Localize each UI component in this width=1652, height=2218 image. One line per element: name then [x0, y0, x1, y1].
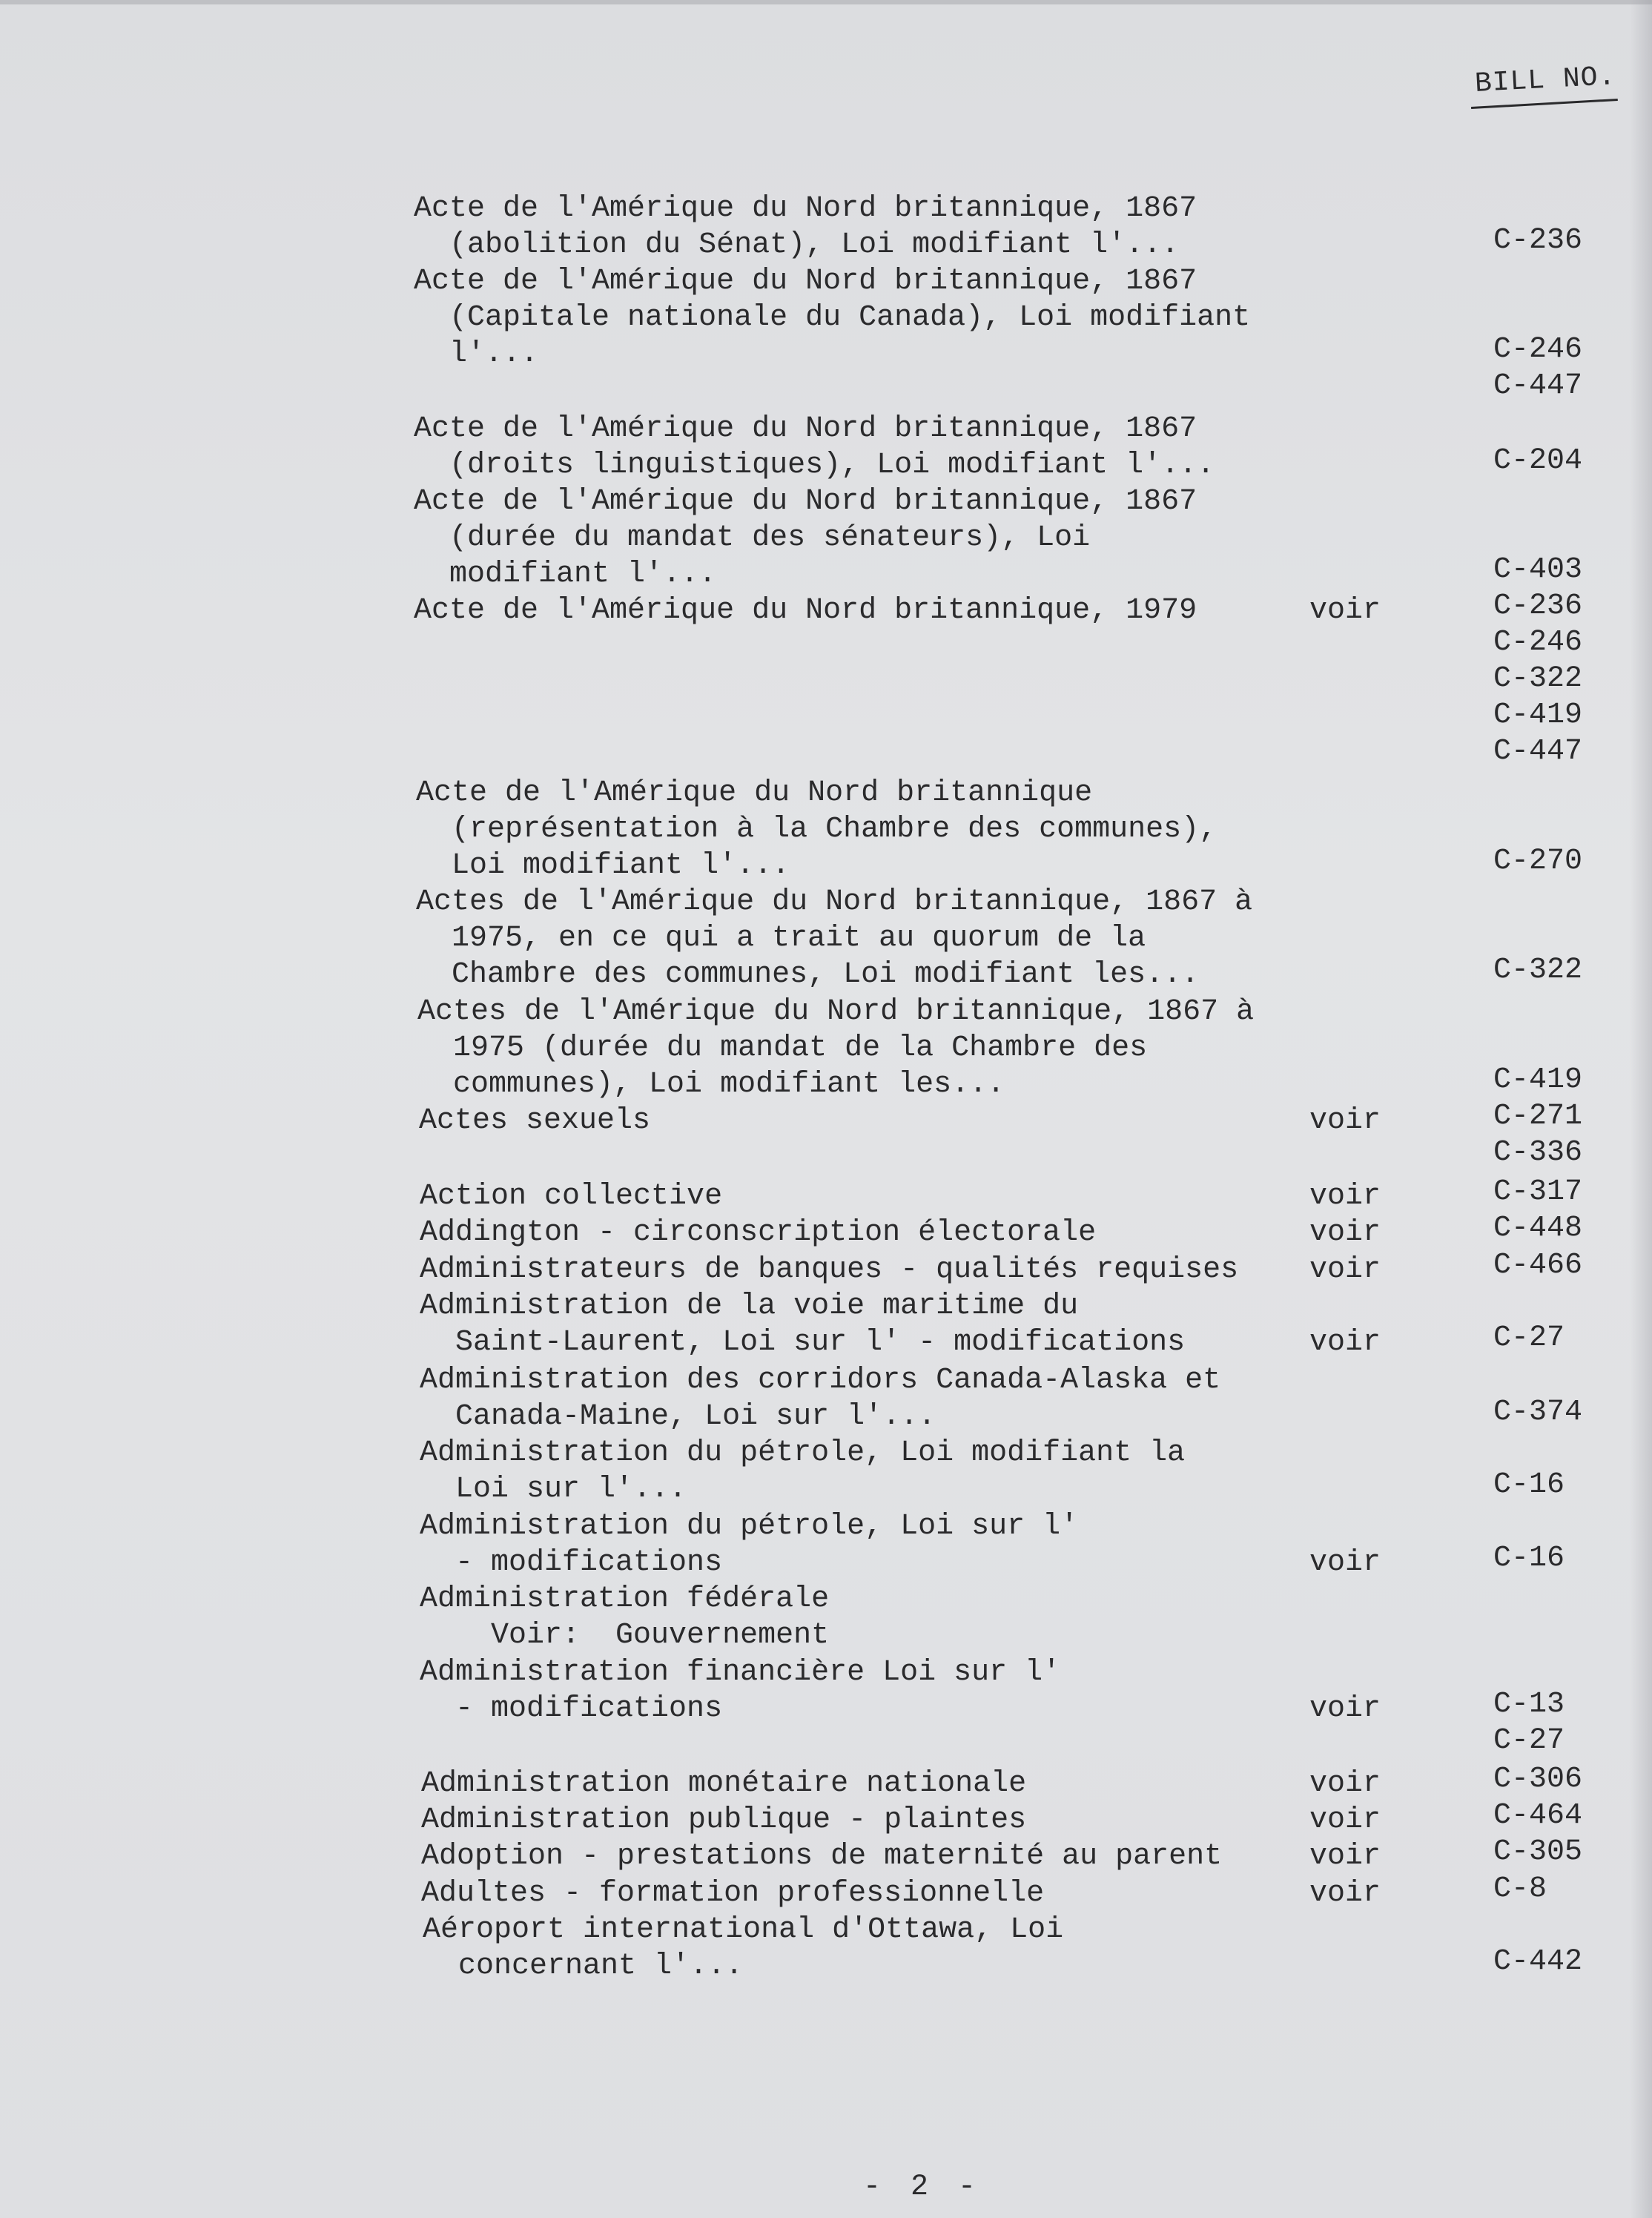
bill-number: C-246 [1493, 333, 1583, 366]
bill-number: C-271 [1493, 1100, 1583, 1133]
bill-number: C-246 [1493, 626, 1583, 659]
bill-no-underline [1471, 99, 1618, 109]
voir-reference: voir [1309, 1180, 1381, 1213]
voir-reference: voir [1309, 1253, 1381, 1287]
entry-text-line: Addington - circonscription électorale [420, 1216, 1097, 1250]
entry-text-line: Canada-Maine, Loi sur l'... [420, 1400, 936, 1433]
entry-text-line: communes), Loi modifiant les... [417, 1068, 1005, 1101]
entry-text-line: Administration fédérale [420, 1582, 830, 1616]
voir-reference: voir [1309, 1326, 1381, 1359]
bill-number: C-236 [1493, 590, 1583, 623]
bill-number: C-374 [1493, 1396, 1583, 1429]
bill-number: C-16 [1493, 1542, 1565, 1575]
voir-reference: voir [1309, 1216, 1381, 1250]
entry-text-line: Acte de l'Amérique du Nord britannique [416, 776, 1093, 810]
page-top-edge [0, 0, 1652, 4]
bill-number: C-305 [1493, 1835, 1583, 1869]
bill-number: C-419 [1493, 699, 1583, 732]
voir-reference: voir [1309, 1104, 1381, 1138]
entry-text-line: Chambre des communes, Loi modifiant les... [416, 958, 1200, 991]
entry-text-line: Adoption - prestations de maternité au parent [421, 1840, 1223, 1873]
entry-text-line: - modifications [420, 1546, 723, 1580]
entry-text-line: l'... [414, 337, 539, 371]
bill-number: C-442 [1493, 1945, 1583, 1978]
entry-text-line: Administration monétaire nationale [421, 1767, 1027, 1801]
entry-text-line: concernant l'... [423, 1950, 744, 1983]
bill-number: C-447 [1493, 735, 1583, 768]
bill-number: C-13 [1493, 1688, 1565, 1721]
page-number: - 2 - [863, 2171, 982, 2204]
voir-reference: voir [1309, 1546, 1381, 1580]
entry-text-line: Loi sur l'... [420, 1473, 687, 1506]
entry-text-line: Acte de l'Amérique du Nord britannique, 1867 [414, 412, 1197, 446]
entry-text-line: Acte de l'Amérique du Nord britannique, 1979 [414, 594, 1197, 627]
bill-number: C-317 [1493, 1175, 1583, 1209]
bill-number: C-322 [1493, 954, 1583, 987]
entry-text-line: Administration publique - plaintes [421, 1803, 1027, 1837]
entry-text-line: Adultes - formation professionnelle [421, 1877, 1045, 1910]
bill-no-header: BILL NO. [1474, 61, 1617, 100]
entry-text-line: Administration du pétrole, Loi modifiant la [420, 1436, 1186, 1470]
bill-number: C-336 [1493, 1136, 1583, 1169]
entry-text-line: - modifications [420, 1692, 723, 1726]
entry-text-line: (droits linguistiques), Loi modifiant l'... [414, 449, 1215, 482]
voir-reference: voir [1309, 1877, 1381, 1910]
entry-text-line: Saint-Laurent, Loi sur l' - modifications [420, 1326, 1186, 1359]
voir-reference: voir [1309, 1692, 1381, 1726]
bill-number: C-204 [1493, 444, 1583, 478]
entry-text-line: modifiant l'... [414, 558, 717, 591]
entry-text-line: 1975, en ce qui a trait au quorum de la [416, 922, 1146, 955]
voir-reference: voir [1309, 594, 1381, 627]
entry-text-line: Administration des corridors Canada-Alaska et [420, 1364, 1221, 1397]
entry-text-line: Administrateurs de banques - qualités requises [420, 1253, 1239, 1287]
entry-text-line: Aéroport international d'Ottawa, Loi [423, 1913, 1064, 1947]
entry-text-line: Administration financière Loi sur l' [420, 1656, 1061, 1689]
entry-text-line: 1975 (durée du mandat de la Chambre des [417, 1032, 1148, 1065]
entry-text-line: Administration de la voie maritime du [420, 1290, 1079, 1323]
page-right-shadow [1630, 0, 1652, 2218]
entry-text-line: Action collective [420, 1180, 723, 1213]
entry-text-line: Actes sexuels [419, 1104, 651, 1138]
entry-text-line: Loi modifiant l'... [416, 849, 790, 882]
entry-text-line: Acte de l'Amérique du Nord britannique, 1867 [414, 265, 1197, 298]
bill-number: C-236 [1493, 224, 1583, 257]
bill-number: C-419 [1493, 1063, 1583, 1097]
bill-number: C-322 [1493, 662, 1583, 696]
entry-text-line: Acte de l'Amérique du Nord britannique, 1867 [414, 485, 1197, 518]
bill-number: C-8 [1493, 1872, 1547, 1906]
bill-number: C-16 [1493, 1468, 1565, 1502]
bill-number: C-270 [1493, 845, 1583, 878]
entry-text-line: Actes de l'Amérique du Nord britannique, 1867 à [417, 995, 1255, 1029]
bill-number: C-466 [1493, 1249, 1583, 1282]
entry-text-line: Voir: Gouvernement [420, 1619, 830, 1652]
entry-text-line: Actes de l'Amérique du Nord britannique, 1867 à [416, 885, 1253, 919]
entry-text-line: Administration du pétrole, Loi sur l' [420, 1510, 1079, 1543]
entry-text-line: (représentation à la Chambre des communes), [416, 813, 1217, 846]
entry-text-line: (Capitale nationale du Canada), Loi modifiant [414, 301, 1251, 334]
entry-text-line: Acte de l'Amérique du Nord britannique, 1867 [414, 192, 1197, 225]
entry-text-line: (abolition du Sénat), Loi modifiant l'... [414, 228, 1180, 262]
voir-reference: voir [1309, 1803, 1381, 1837]
bill-number: C-447 [1493, 369, 1583, 403]
voir-reference: voir [1309, 1840, 1381, 1873]
bill-number: C-27 [1493, 1724, 1565, 1757]
voir-reference: voir [1309, 1767, 1381, 1801]
bill-number: C-403 [1493, 553, 1583, 587]
entry-text-line: (durée du mandat des sénateurs), Loi [414, 521, 1091, 555]
bill-number: C-448 [1493, 1212, 1583, 1245]
bill-number: C-27 [1493, 1321, 1565, 1355]
bill-number: C-306 [1493, 1763, 1583, 1796]
bill-number: C-464 [1493, 1799, 1583, 1832]
